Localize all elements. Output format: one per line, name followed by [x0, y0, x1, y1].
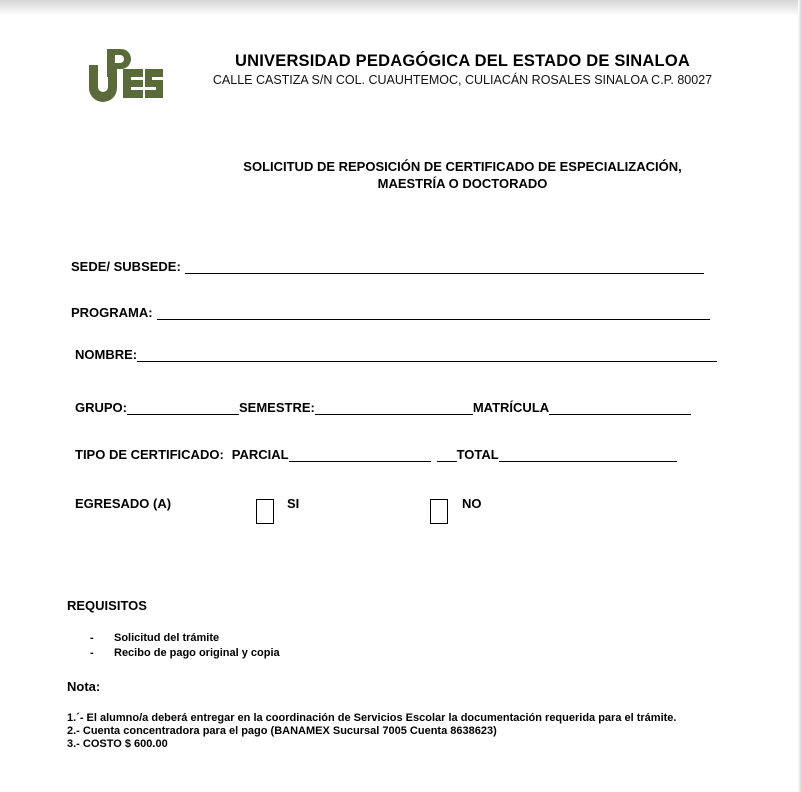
programa-blank[interactable]	[157, 307, 710, 320]
matricula-blank[interactable]	[549, 402, 691, 415]
document-header	[190, 52, 735, 88]
requisitos-title: REQUISITOS	[67, 598, 147, 613]
viewer-right-edge	[798, 0, 802, 792]
requisitos-list	[90, 631, 280, 661]
title-line-1: SOLICITUD DE REPOSICIÓN DE CERTIFICADO DE ESPECIALIZACIÓN,	[243, 159, 682, 174]
document-title	[190, 158, 735, 192]
upes-logo	[87, 49, 165, 105]
parcial-blank[interactable]	[289, 449, 431, 462]
tipo-certificado-row	[75, 447, 677, 462]
sede-label: SEDE/ SUBSEDE:	[71, 259, 181, 274]
programa-label: PROGRAMA:	[71, 305, 153, 320]
semestre-blank[interactable]	[315, 402, 473, 415]
university-address: CALLE CASTIZA S/N COL. CUAUHTEMOC, CULIACÁN ROSALES SINALOA C.P. 80027	[212, 73, 713, 87]
grupo-blank[interactable]	[127, 402, 239, 415]
university-name: UNIVERSIDAD PEDAGÓGICA DEL ESTADO DE SINALOA	[235, 52, 690, 70]
no-label: NO	[462, 496, 482, 511]
grupo-label: GRUPO:	[75, 400, 127, 415]
nombre-field	[75, 347, 717, 362]
sede-blank[interactable]	[185, 261, 704, 274]
title-line-2: MAESTRÍA O DOCTORADO	[377, 176, 548, 191]
total-pre-blank	[437, 449, 457, 462]
total-label: TOTAL	[456, 447, 499, 462]
nombre-blank[interactable]	[137, 349, 717, 362]
viewer-top-shadow	[0, 0, 802, 16]
egresado-label: EGRESADO (A)	[75, 496, 172, 511]
nombre-label: NOMBRE:	[75, 347, 138, 362]
nota-item: 2.- Cuenta concentradora para el pago (BANAMEX Sucursal 7005 Cuenta 8638623)	[67, 725, 497, 737]
nota-title: Nota:	[67, 679, 101, 694]
semestre-label: SEMESTRE:	[239, 400, 315, 415]
parcial-label: PARCIAL	[231, 447, 289, 462]
nota-list	[67, 712, 747, 751]
total-blank[interactable]	[499, 449, 677, 462]
no-checkbox[interactable]	[430, 499, 448, 524]
programa-field	[71, 305, 710, 320]
nota-item: 1.´- El alumno/a deberá entregar en la coordinación de Servicios Escolar la documentación requerida para el trámite.	[67, 712, 677, 724]
requisito-item: - Solicitud del trámite	[90, 631, 280, 646]
nota-item: 3.- COSTO $ 600.00	[67, 738, 168, 750]
matricula-label: MATRÍCULA	[472, 400, 550, 415]
grupo-row	[75, 400, 691, 415]
si-label: SI	[287, 496, 300, 511]
si-checkbox[interactable]	[256, 499, 274, 524]
requisito-item: - Recibo de pago original y copia	[90, 646, 280, 661]
tipo-certificado-label: TIPO DE CERTIFICADO:	[75, 447, 224, 462]
sede-field	[71, 259, 704, 274]
